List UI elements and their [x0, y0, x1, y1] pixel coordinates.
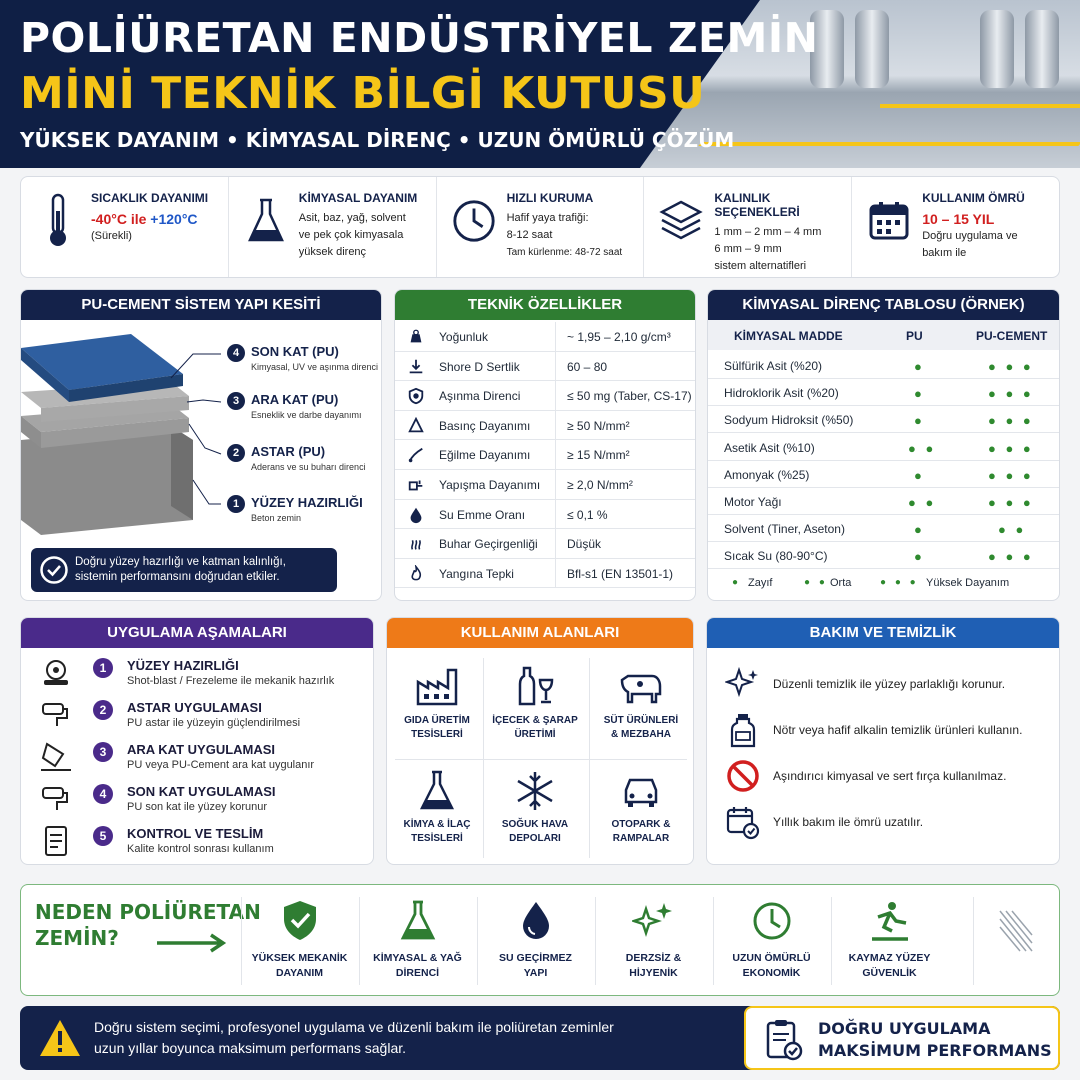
benefit-item	[595, 897, 711, 985]
benefit-item	[831, 897, 947, 985]
chem-row	[708, 461, 1059, 488]
info-temperature	[21, 177, 229, 277]
pu-rating: ●	[914, 549, 925, 565]
layer-number: 3	[227, 392, 245, 410]
spec-row	[395, 381, 695, 411]
spec-key: Basınç Dayanımı	[439, 418, 531, 433]
weight-icon	[407, 328, 425, 346]
maintenance-text: Aşındırıcı kimyasal ve sert fırça kullanılmaz.	[773, 769, 1007, 783]
info-text: Doğru uygulama ve	[922, 230, 1018, 242]
benefit-label: SU GEÇİRMEZ	[499, 952, 572, 964]
spec-row	[395, 322, 695, 352]
application-steps-panel	[20, 617, 374, 865]
column-divider	[555, 352, 556, 381]
cow-icon	[617, 664, 665, 708]
why-title-line: ZEMİN?	[35, 926, 119, 950]
step-title: ARA KAT UYGULAMASI	[127, 742, 276, 757]
clock-icon	[750, 899, 794, 943]
usage-label: İÇECEK & ŞARAP	[492, 715, 578, 726]
hardness-icon	[407, 358, 425, 376]
step-desc: PU astar ile yüzeyin güçlendirilmesi	[127, 717, 301, 729]
spec-key: Yoğunluk	[439, 330, 488, 344]
step-title: ASTAR UYGULAMASI	[127, 700, 262, 715]
legend-label: Yüksek Dayanım	[926, 577, 1010, 589]
benefit-item	[241, 897, 357, 985]
column-divider	[555, 500, 556, 529]
usage-label: RAMPALAR	[612, 833, 670, 844]
info-text: ve pek çok kimyasala	[298, 229, 404, 241]
step-number: 3	[93, 742, 113, 762]
info-text: sistem alternatifleri	[714, 260, 807, 272]
spec-row	[395, 559, 695, 589]
step-desc: Shot-blast / Frezeleme ile mekanik hazırlık	[127, 675, 335, 687]
badge-line: DOĞRU UYGULAMA	[818, 1019, 991, 1038]
info-lifetime	[852, 177, 1059, 277]
slip-person-icon	[868, 899, 912, 943]
info-text: Asit, baz, yağ, solvent	[298, 212, 406, 224]
legend-label: Zayıf	[748, 577, 773, 589]
temp-low: -40°C ile	[91, 211, 147, 227]
info-thickness	[644, 177, 852, 277]
page-title: POLİÜRETAN ENDÜSTRİYEL ZEMİN	[20, 14, 819, 62]
info-text: 1 mm – 2 mm – 4 mm	[714, 226, 822, 238]
usage-label: SOĞUK HAVA	[501, 819, 569, 830]
grinder-icon	[39, 656, 73, 690]
page-subtitle: MİNİ TEKNİK BİLGİ KUTUSU	[20, 68, 706, 119]
abrasion-shield-icon	[407, 387, 425, 405]
layer-number: 4	[227, 344, 245, 362]
factory-icon	[413, 664, 461, 708]
spec-key: Shore D Sertlik	[439, 359, 520, 374]
pu-rating: ● ●	[908, 440, 937, 456]
water-spray-deco	[973, 897, 1057, 985]
benefit-label: DİRENCİ	[395, 967, 440, 979]
section-note	[31, 548, 337, 592]
pu-cement-rating: ● ●	[998, 522, 1027, 538]
sparkle-icon	[632, 899, 676, 943]
usage-label: GIDA ÜRETİM	[404, 715, 470, 726]
benefit-item	[359, 897, 475, 985]
chem-row	[708, 488, 1059, 515]
water-drop-icon	[514, 899, 558, 943]
column-divider	[555, 440, 556, 469]
pu-rating: ●	[914, 522, 925, 538]
chem-row	[708, 515, 1059, 542]
badge-line: MAKSİMUM PERFORMANS	[818, 1041, 1052, 1060]
step-number: 4	[93, 784, 113, 804]
spec-value: 60 – 80	[567, 359, 608, 374]
chem-legend	[708, 572, 1059, 598]
footer-line: uzun yıllar boyunca maksimum performans sağlar.	[94, 1040, 407, 1056]
info-title: KULLANIM ÖMRÜ	[922, 191, 1025, 205]
chem-substance: Motor Yağı	[724, 495, 782, 509]
layer-desc: Beton zemin	[251, 513, 302, 523]
usage-label: OTOPARK &	[611, 819, 671, 830]
usage-item	[593, 760, 689, 858]
info-drying	[437, 177, 645, 277]
benefit-label: YAPI	[523, 967, 548, 979]
spec-value: ≥ 15 N/mm²	[567, 448, 630, 463]
note-line: Doğru yüzey hazırlığı ve katman kalınlığı,	[75, 556, 286, 568]
maintenance-panel	[706, 617, 1060, 865]
paint-roller-icon	[39, 698, 73, 732]
pu-rating: ●	[914, 413, 925, 429]
layer-item	[227, 444, 377, 478]
pu-cement-rating: ● ● ●	[988, 467, 1034, 483]
info-text: bakım ile	[922, 247, 967, 259]
spec-row	[395, 352, 695, 382]
usage-label: TESİSLERİ	[411, 729, 463, 740]
layer-item	[227, 344, 377, 378]
chem-row	[708, 352, 1059, 379]
bottle-glass-icon	[511, 664, 559, 708]
flask-icon	[413, 768, 461, 812]
panel-title: BAKIM VE TEMİZLİK	[707, 618, 1059, 648]
spec-key: Buhar Geçirgenliği	[439, 537, 538, 552]
chemical-resistance-panel	[707, 289, 1060, 601]
chem-row	[708, 379, 1059, 406]
layer-name: ASTAR (PU)	[251, 444, 326, 459]
benefit-label: KİMYASAL & YAĞ	[373, 952, 462, 964]
chem-substance: Asetik Asit (%10)	[724, 440, 815, 455]
chem-table-header	[708, 320, 1059, 350]
badge-text	[818, 1018, 1052, 1062]
grid-divider	[589, 658, 590, 858]
column-divider	[555, 381, 556, 410]
benefit-label: DAYANIM	[275, 967, 324, 979]
spec-key: Su Emme Oranı	[439, 507, 526, 522]
layer-number: 2	[227, 444, 245, 462]
benefit-label: YÜKSEK MEKANİK	[251, 952, 348, 964]
performance-badge	[744, 1006, 1060, 1070]
floor-lane-line	[698, 142, 1080, 146]
step-title: KONTROL VE TESLİM	[127, 826, 264, 841]
info-text: (Sürekli)	[91, 230, 132, 242]
chem-substance: Sıcak Su (80-90°C)	[724, 549, 828, 564]
pu-rating: ●	[914, 359, 925, 374]
step-number: 2	[93, 700, 113, 720]
system-section-panel	[20, 289, 382, 601]
layers-icon	[658, 191, 704, 251]
step-title: SON KAT UYGULAMASI	[127, 784, 276, 799]
footer-line: Doğru sistem seçimi, profesyonel uygulama ve düzenli bakım ile poliüretan zeminler	[94, 1019, 614, 1035]
benefit-label: HİJYENİK	[629, 967, 678, 979]
usage-item	[487, 656, 583, 754]
water-drop-icon	[407, 506, 425, 524]
benefit-label: GÜVENLİK	[862, 967, 917, 979]
legend-dots: ● ● ●	[880, 577, 919, 588]
spec-value: ≥ 2,0 N/mm²	[567, 478, 633, 492]
spec-key: Eğilme Dayanımı	[439, 448, 531, 463]
step-title: YÜZEY HAZIRLIĞI	[127, 658, 239, 673]
maintenance-text: Nötr veya hafif alkalin temizlik ürünleri kullanın.	[773, 723, 1023, 737]
layer-desc: Kimyasal, UV ve aşınma direnci	[251, 362, 379, 372]
page-tagline: YÜKSEK DAYANIM • KİMYASAL DİRENÇ • UZUN ÖMÜRLÜ ÇÖZÜM	[20, 128, 735, 152]
panel-title: TEKNİK ÖZELLİKLER	[395, 290, 695, 320]
why-polyurethane-box	[20, 884, 1060, 996]
step-desc: PU veya PU-Cement ara kat uygulanır	[127, 759, 315, 771]
prohibited-icon	[725, 758, 761, 794]
tank-shape	[855, 10, 889, 88]
info-title: KALINLIK SEÇENEKLERİ	[714, 191, 800, 219]
benefit-label: DERZSİZ &	[625, 952, 682, 964]
note-line: sistemin performansını doğrudan etkiler.	[75, 571, 280, 583]
panel-title: PU-CEMENT SİSTEM YAPI KESİTİ	[21, 290, 381, 320]
column-divider	[555, 470, 556, 499]
step-number: 1	[93, 658, 113, 678]
usage-label: KİMYA & İLAÇ	[403, 819, 471, 830]
usage-item	[487, 760, 583, 858]
spec-row	[395, 411, 695, 441]
warning-icon	[38, 1018, 82, 1058]
chem-row	[708, 406, 1059, 433]
flask-icon	[243, 191, 289, 251]
benefit-item	[713, 897, 829, 985]
chem-substance: Solvent (Tiner, Aseton)	[724, 522, 845, 537]
chem-substance: Amonyak (%25)	[724, 467, 810, 482]
temp-high: +120°C	[150, 211, 198, 227]
usage-item	[593, 656, 689, 754]
spec-value: ~ 1,95 – 2,10 g/cm³	[567, 330, 671, 344]
paint-roller-icon	[39, 782, 73, 816]
car-icon	[617, 768, 665, 812]
spec-value: ≥ 50 N/mm²	[567, 418, 630, 433]
why-title-line: NEDEN POLİÜRETAN	[35, 900, 261, 924]
usage-item	[389, 760, 485, 858]
layer-name: SON KAT (PU)	[251, 344, 339, 359]
usage-areas-panel	[386, 617, 694, 865]
bending-icon	[407, 446, 425, 464]
column-divider	[555, 529, 556, 558]
step-number: 5	[93, 826, 113, 846]
info-text: yüksek direnç	[298, 246, 367, 258]
chem-substance: Sodyum Hidroksit (%50)	[724, 413, 854, 428]
checklist-icon	[39, 824, 73, 858]
col-pu: PU	[906, 329, 923, 343]
arrow-right-icon	[155, 931, 231, 955]
benefit-label: EKONOMİK	[742, 967, 801, 979]
spray-icon	[996, 907, 1036, 955]
snowflake-icon	[511, 768, 559, 812]
thermometer-icon	[35, 191, 81, 251]
clock-icon	[451, 191, 497, 251]
column-divider	[555, 559, 556, 588]
benefit-label: KAYMAZ YÜZEY	[848, 952, 931, 964]
checklist-icon	[764, 1018, 804, 1062]
tank-shape	[1025, 10, 1059, 88]
tank-shape	[980, 10, 1014, 88]
legend-dots: ●	[732, 577, 742, 588]
adhesion-icon	[407, 476, 425, 494]
chem-substance: Sülfürik Asit (%20)	[724, 359, 823, 373]
usage-label: ÜRETİMİ	[514, 729, 556, 740]
legend-label: Orta	[830, 577, 852, 589]
spec-value: ≤ 50 mg (Taber, CS-17)	[567, 389, 692, 404]
usage-item	[389, 656, 485, 754]
info-title: SICAKLIK DAYANIMI	[91, 191, 209, 205]
pu-cement-rating: ● ● ●	[988, 359, 1034, 374]
panel-title: UYGULAMA AŞAMALARI	[21, 618, 373, 648]
pu-cement-rating: ● ● ●	[988, 413, 1034, 429]
info-text: Tam kürlenme: 48-72 saat	[506, 247, 623, 258]
footer-banner	[20, 1006, 1060, 1070]
spec-value: Düşük	[567, 537, 602, 552]
step-desc: PU son kat ile yüzey korunur	[127, 801, 268, 813]
layer-desc: Aderans ve su buharı direnci	[251, 462, 366, 472]
chem-row	[708, 434, 1059, 461]
maintenance-text: Düzenli temizlik ile yüzey parlaklığı korunur.	[773, 677, 1006, 691]
calendar-check-icon	[725, 804, 761, 840]
info-text: 8-12 saat	[506, 229, 553, 241]
sparkle-icon	[725, 666, 761, 702]
calendar-icon	[866, 191, 912, 251]
key-info-bar	[20, 176, 1060, 278]
col-pu-cement: PU-CEMENT	[976, 329, 1048, 343]
column-divider	[555, 322, 556, 351]
pu-cement-rating: ● ● ●	[988, 495, 1034, 510]
benefit-label: UZUN ÖMÜRLÜ	[732, 952, 811, 964]
info-chemical	[229, 177, 437, 277]
col-substance: KİMYASAL MADDE	[734, 329, 843, 343]
lifetime-value: 10 – 15 YIL	[922, 211, 995, 227]
column-divider	[555, 411, 556, 440]
usage-label: TESİSLERİ	[411, 833, 463, 844]
footer-text	[94, 1017, 614, 1059]
spec-value: Bfl-s1 (EN 13501-1)	[567, 566, 674, 581]
cleaner-bottle-icon	[725, 712, 761, 748]
spec-row	[395, 529, 695, 559]
info-title: HIZLI KURUMA	[506, 191, 594, 205]
spec-row	[395, 500, 695, 530]
pu-cement-rating: ● ● ●	[988, 440, 1034, 456]
check-circle-icon	[39, 555, 69, 585]
tech-specs-panel	[394, 289, 696, 601]
layer-item	[227, 392, 377, 426]
layer-item	[227, 495, 377, 529]
layer-name: ARA KAT (PU)	[251, 392, 339, 407]
floor-lane-line	[880, 104, 1080, 108]
step-desc: Kalite kontrol sonrası kullanım	[127, 843, 274, 855]
pu-rating: ●	[914, 467, 925, 483]
layer-number: 1	[227, 495, 245, 513]
info-title: KİMYASAL DAYANIM	[298, 191, 418, 205]
trowel-icon	[39, 740, 73, 774]
legend-dots: ● ●	[804, 577, 828, 588]
info-text: Hafif yaya trafiği:	[506, 212, 589, 224]
spec-row	[395, 440, 695, 470]
spec-key: Yangına Tepki	[439, 566, 514, 581]
pu-cement-rating: ● ● ●	[988, 386, 1034, 402]
usage-label: SÜT ÜRÜNLERİ	[603, 715, 679, 726]
panel-title: KULLANIM ALANLARI	[387, 618, 693, 648]
spec-key: Aşınma Direnci	[439, 389, 521, 404]
flame-icon	[407, 565, 425, 583]
vapor-icon	[407, 535, 425, 553]
flask-icon	[396, 899, 440, 943]
header-banner	[0, 0, 1080, 168]
usage-label: DEPOLARI	[509, 833, 561, 844]
spec-row	[395, 470, 695, 500]
spec-value: ≤ 0,1 %	[567, 507, 608, 522]
pu-rating: ●	[914, 386, 925, 402]
layer-desc: Esneklik ve darbe dayanımı	[251, 410, 362, 420]
benefit-item	[477, 897, 593, 985]
layer-name: YÜZEY HAZIRLIĞI	[251, 495, 363, 510]
maintenance-text: Yıllık bakım ile ömrü uzatılır.	[773, 815, 924, 829]
info-text: 6 mm – 9 mm	[714, 243, 782, 255]
pressure-icon	[407, 417, 425, 435]
spec-key: Yapışma Dayanımı	[439, 478, 541, 492]
shield-check-icon	[278, 899, 322, 943]
pu-rating: ● ●	[908, 495, 937, 510]
chem-substance: Hidroklorik Asit (%20)	[724, 386, 839, 401]
usage-label: & MEZBAHA	[611, 729, 671, 740]
pu-cement-rating: ● ● ●	[988, 549, 1034, 565]
chem-row	[708, 542, 1059, 569]
panel-title: KİMYASAL DİRENÇ TABLOSU (ÖRNEK)	[708, 290, 1059, 320]
